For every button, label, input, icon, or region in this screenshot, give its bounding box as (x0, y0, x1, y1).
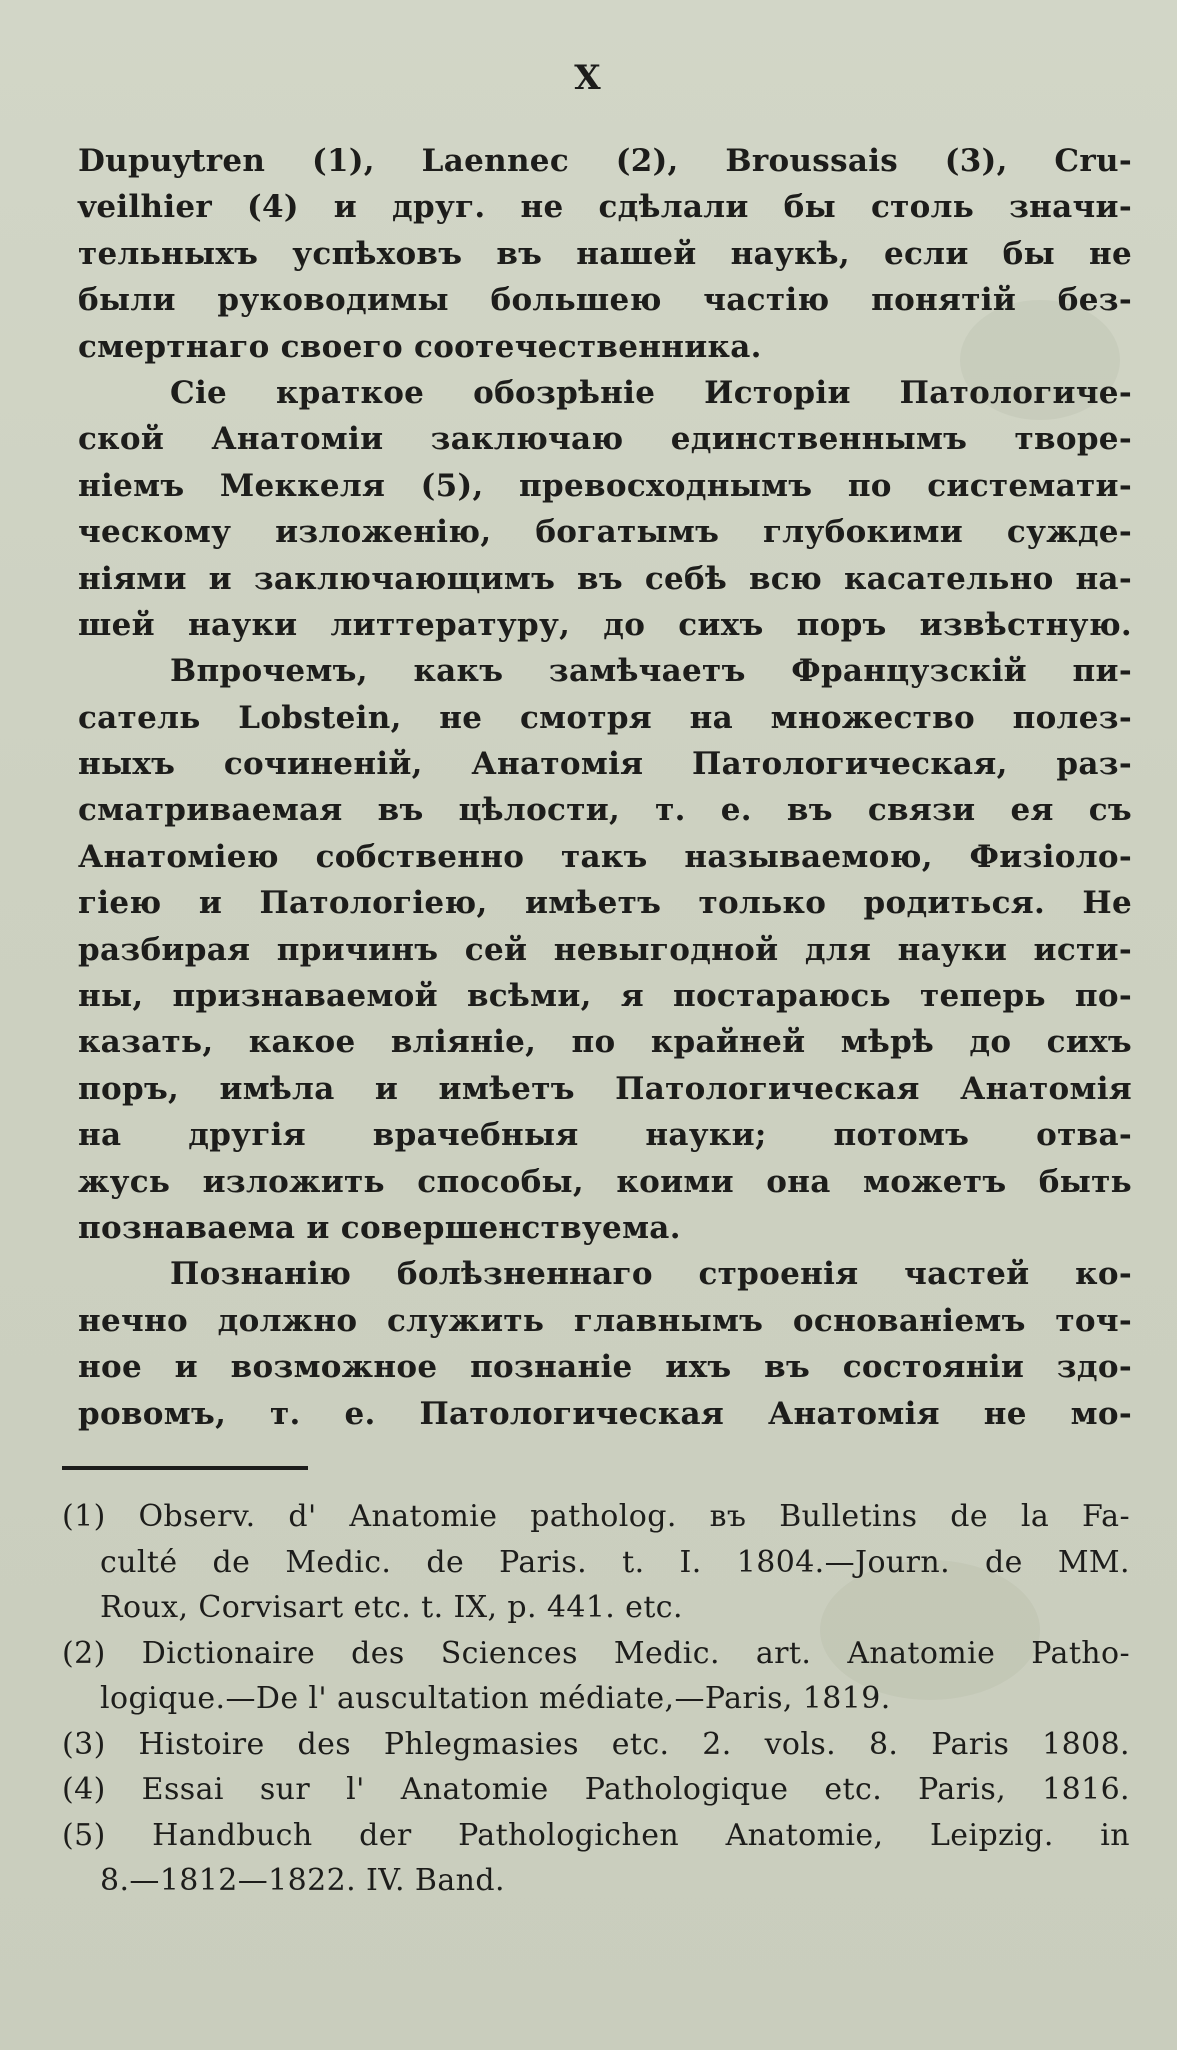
body-line: ческому изложенію, богатымъ глубокими сужде- (78, 514, 1132, 551)
body-line: шей науки литтературу, до сихъ поръ извѣстную. (78, 606, 1132, 643)
body-line: Сіе краткое обозрѣніе Исторіи Патологиче- (170, 374, 1132, 411)
footnote-line: (3) Histoire des Phlegmasies etc. 2. vols. 8. Paris 1808. (62, 1726, 1130, 1762)
body-line: познаваема и совершенствуема. (78, 1209, 681, 1246)
body-line: ныхъ сочиненій, Анатомія Патологическая, раз- (78, 746, 1132, 783)
body-line: Впрочемъ, какъ замѣчаетъ Французскій пи- (170, 653, 1132, 690)
footnote-line: culté de Medic. de Paris. t. I. 1804.—Journ. de MM. (100, 1544, 1130, 1580)
footnote-line: logique.—De l' auscultation médiate,—Paris, 1819. (100, 1681, 891, 1716)
body-line: нечно должно служить главнымъ основаніемъ точ- (78, 1302, 1132, 1339)
body-line: сатель Lobstein, не смотря на множество полез- (78, 699, 1132, 736)
body-line: Анатоміею собственно такъ называемою, Физіоло- (78, 838, 1132, 875)
body-line: поръ, имѣла и имѣетъ Патологическая Анатомія (78, 1070, 1132, 1107)
footnote-line: Roux, Corvisart etc. t. IX, p. 441. etc. (100, 1590, 683, 1625)
body-line: разбирая причинъ сей невыгодной для науки исти- (78, 931, 1132, 968)
body-line: Dupuytren (1), Laennec (2), Broussais (3), Cru- (78, 143, 1132, 179)
body-line: ской Анатоміи заключаю единственнымъ творе- (78, 421, 1132, 458)
footnotes (62, 1494, 1130, 1904)
footnote-line: (2) Dictionaire des Sciences Medic. art. Anatomie Patho- (62, 1635, 1130, 1671)
body-line: ны, признаваемой всѣми, я постараюсь теперь по- (78, 978, 1132, 1015)
body-line: ніемъ Меккеля (5), превосходнымъ по системати- (78, 467, 1132, 504)
footnote-line: (5) Handbuch der Pathologichen Anatomie, Leipzig. in (62, 1817, 1130, 1853)
footnote-divider (62, 1466, 308, 1470)
body-line: ровомъ, т. е. Патологическая Анатомія не мо- (78, 1395, 1132, 1432)
footnote-line: (4) Essai sur l' Anatomie Pathologique etc. Paris, 1816. (62, 1772, 1130, 1807)
body-line: Познанію болѣзненнаго строенія частей ко- (170, 1256, 1132, 1293)
body-line: на другія врачебныя науки; потомъ отва- (78, 1117, 1132, 1154)
page-number: X (574, 58, 603, 98)
body-line: жусь изложить способы, коими она можетъ быть (78, 1163, 1132, 1200)
footnote-line: (1) Observ. d' Anatomie patholog. въ Bulletins de la Fa- (62, 1499, 1130, 1534)
body-line: ніями и заключающимъ въ себѣ всю касательно на- (78, 560, 1132, 597)
body-line: сматриваемая въ цѣлости, т. е. въ связи ея съ (78, 792, 1132, 829)
body-line: гіею и Патологіею, имѣетъ только родиться. Не (78, 885, 1132, 922)
body-line: тельныхъ успѣховъ въ нашей наукѣ, если бы не (78, 235, 1132, 272)
body-text (78, 138, 1132, 1437)
body-line: ное и возможное познаніе ихъ въ состояніи здо- (78, 1349, 1132, 1386)
body-line: казать, какое вліяніе, по крайней мѣрѣ до сихъ (78, 1024, 1132, 1061)
body-line: смертнаго своего соотечественника. (78, 328, 762, 365)
body-line: были руководимы большею частію понятій без- (78, 282, 1132, 319)
body-line: veilhier (4) и друг. не сдѣлали бы столь значи- (78, 189, 1132, 226)
footnote-line: 8.—1812—1822. IV. Band. (100, 1863, 505, 1898)
